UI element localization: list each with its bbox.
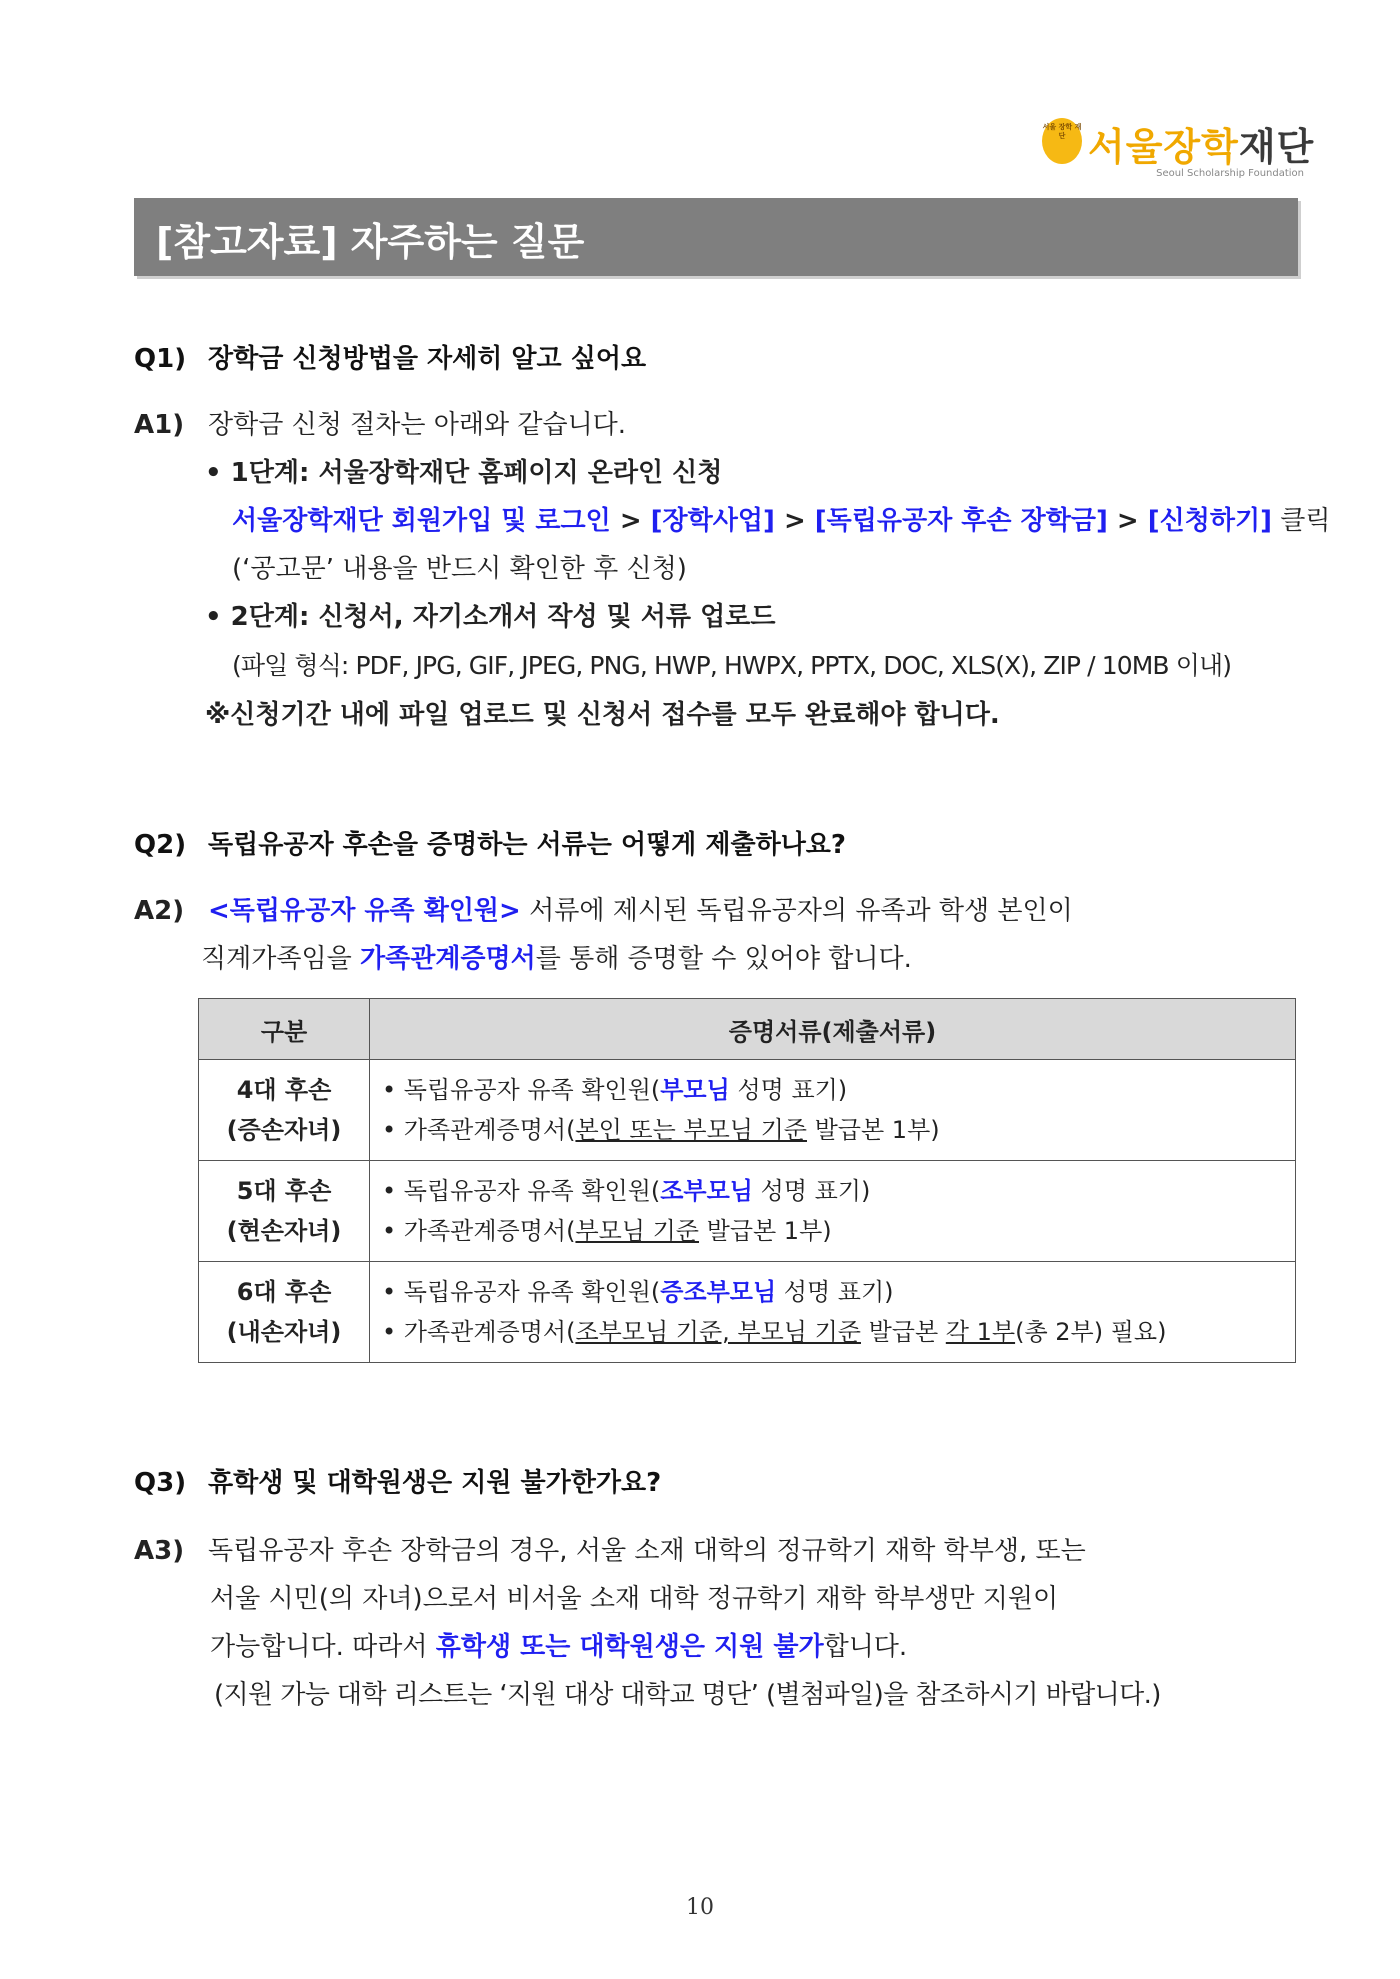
category-relation: (현손자녀) (226, 1217, 342, 1245)
path-descendant-scholarship: [독립유공자 후손 장학금] (814, 506, 1108, 536)
document-item-highlight: 부모님 (660, 1076, 730, 1104)
answer-2-line-2 (201, 938, 912, 975)
logo-subtitle: Seoul Scholarship Foundation (1156, 168, 1304, 179)
not-eligible-highlight: 휴학생 또는 대학원생은 지원 불가 (435, 1632, 824, 1662)
document-item-pre: • 가족관계증명서( (382, 1318, 576, 1346)
page-title: [참고자료] 자주하는 질문 (156, 220, 585, 264)
document-item-mid: 발급본 (860, 1318, 946, 1346)
table-cell-documents (370, 1060, 1296, 1161)
path-separator: > (774, 506, 815, 536)
table-row (199, 1161, 1296, 1262)
answer-3-line-1-text: 독립유공자 후손 장학금의 경우, 서울 소재 대학의 정규학기 재학 학부생, 또는 (208, 1536, 1086, 1566)
document-item-underline: 본인 또는 부모님 기준 (575, 1116, 807, 1144)
table-cell-documents (370, 1161, 1296, 1262)
document-item-highlight: 조부모님 (660, 1177, 753, 1205)
table-row (199, 1262, 1296, 1363)
table-header-category: 구분 (199, 999, 370, 1060)
question-1-text: 장학금 신청방법을 자세히 알고 싶어요 (208, 344, 647, 374)
logo-name-main: 서울장학 (1088, 125, 1239, 169)
answer-2-line-1-text: 서류에 제시된 독립유공자의 유족과 학생 본인이 (520, 896, 1073, 926)
document-item-pre: • 독립유공자 유족 확인원( (382, 1177, 661, 1205)
answer-3-line-3 (210, 1626, 907, 1663)
document-item-underline: 각 1부 (945, 1318, 1016, 1346)
document-item-post: 발급본 1부) (699, 1217, 832, 1245)
path-separator: > (1107, 506, 1148, 536)
answer-3-line-4: (지원 가능 대학 리스트는 ‘지원 대상 대학교 명단’ (별첨파일)을 참조하시기 바랍니다.) (214, 1680, 1161, 1710)
question-2-text: 독립유공자 후손을 증명하는 서류는 어떻게 제출하나요? (208, 830, 847, 860)
answer-3-line-2: 서울 시민(의 자녀)으로서 비서울 소재 대학 정규학기 재학 학부생만 지원이 (210, 1584, 1059, 1614)
document-item-post: 성명 표기) (776, 1278, 894, 1306)
step-1-title: • 1단계: 서울장학재단 홈페이지 온라인 신청 (205, 458, 723, 488)
question-1-label: Q1) (134, 344, 187, 374)
document-item-pre: • 독립유공자 유족 확인원( (382, 1278, 661, 1306)
question-2-label: Q2) (134, 830, 187, 860)
question-3-text: 휴학생 및 대학원생은 지원 불가한가요? (208, 1468, 662, 1498)
step-1-note: (‘공고문’ 내용을 반드시 확인한 후 신청) (232, 554, 687, 584)
category-generation: 6대 후손 (236, 1278, 332, 1306)
document-item-post: (총 2부) 필요) (1015, 1318, 1167, 1346)
table-header-documents: 증명서류(제출서류) (370, 999, 1296, 1060)
page-number: 10 (686, 1895, 714, 1920)
document-item-post: 성명 표기) (753, 1177, 871, 1205)
question-3-label: Q3) (134, 1468, 187, 1498)
page-title-bar (134, 198, 1298, 276)
document-item-post: 성명 표기) (729, 1076, 848, 1104)
answer-3-line-3-pre: 가능합니다. 따라서 (210, 1632, 436, 1662)
question-2 (134, 824, 846, 861)
document-item (382, 1171, 1294, 1211)
answer-2-line-2-post: 를 통해 증명할 수 있어야 합니다. (535, 944, 912, 974)
foundation-logo (1042, 116, 1315, 186)
document-item-underline: 조부모님 기준, 부모님 기준 (575, 1318, 861, 1346)
document-item (382, 1070, 1294, 1110)
category-relation: (내손자녀) (226, 1318, 342, 1346)
category-generation: 5대 후손 (236, 1177, 332, 1205)
answer-2-line-2-pre: 직계가족임을 (201, 944, 360, 974)
step-1-path (232, 500, 1330, 537)
step-2-title: • 2단계: 신청서, 자기소개서 작성 및 서류 업로드 (205, 602, 776, 632)
answer-3-line-1 (134, 1530, 1086, 1567)
document-item-underline: 부모님 기준 (575, 1217, 699, 1245)
table-row (199, 1060, 1296, 1161)
path-click-suffix: 클릭 (1271, 506, 1331, 536)
document-item (382, 1110, 1294, 1150)
logo-name (1088, 116, 1314, 171)
question-3 (134, 1462, 661, 1499)
category-generation: 4대 후손 (236, 1076, 332, 1104)
answer-1-label: A1) (134, 410, 185, 440)
answer-1-intro (134, 404, 626, 441)
path-scholarship-business: [장학사업] (650, 506, 775, 536)
question-1 (134, 338, 646, 375)
warning-note: ※신청기간 내에 파일 업로드 및 신청서 접수를 모두 완료해야 합니다. (205, 700, 1000, 730)
table-cell-category (199, 1060, 370, 1161)
document-item-highlight: 증조부모님 (660, 1278, 777, 1306)
answer-3-label: A3) (134, 1536, 185, 1566)
path-separator: > (610, 506, 651, 536)
document-item-post: 발급본 1부) (806, 1116, 940, 1144)
path-apply: [신청하기] (1147, 506, 1272, 536)
answer-2-label: A2) (134, 896, 185, 926)
table-cell-category (199, 1161, 370, 1262)
document-item (382, 1312, 1294, 1352)
document-item-pre: • 가족관계증명서( (382, 1116, 576, 1144)
logo-name-last: 재단 (1238, 125, 1315, 169)
document-item (382, 1272, 1294, 1312)
category-relation: (증손자녀) (226, 1116, 342, 1144)
document-item-pre: • 가족관계증명서( (382, 1217, 576, 1245)
family-relation-certificate-highlight: 가족관계증명서 (359, 944, 536, 974)
document-item-pre: • 독립유공자 유족 확인원( (382, 1076, 661, 1104)
logo-badge-icon: 서울 장학 재단 (1042, 118, 1082, 164)
table-cell-documents (370, 1262, 1296, 1363)
survivor-certificate-highlight: <독립유공자 유족 확인원> (208, 896, 521, 926)
answer-3-line-3-post: 합니다. (823, 1632, 908, 1662)
path-signup-login: 서울장학재단 회원가입 및 로그인 (232, 506, 611, 536)
step-2-note: (파일 형식: PDF, JPG, GIF, JPEG, PNG, HWP, HWPX, PPTX, DOC, XLS(X), ZIP / 10MB 이내) (232, 651, 1232, 680)
table-header-row (199, 999, 1296, 1060)
answer-2-line-1 (134, 890, 1073, 927)
table-cell-category (199, 1262, 370, 1363)
document-table (198, 998, 1296, 1363)
document-item (382, 1211, 1294, 1251)
answer-1-intro-text: 장학금 신청 절차는 아래와 같습니다. (208, 410, 627, 440)
